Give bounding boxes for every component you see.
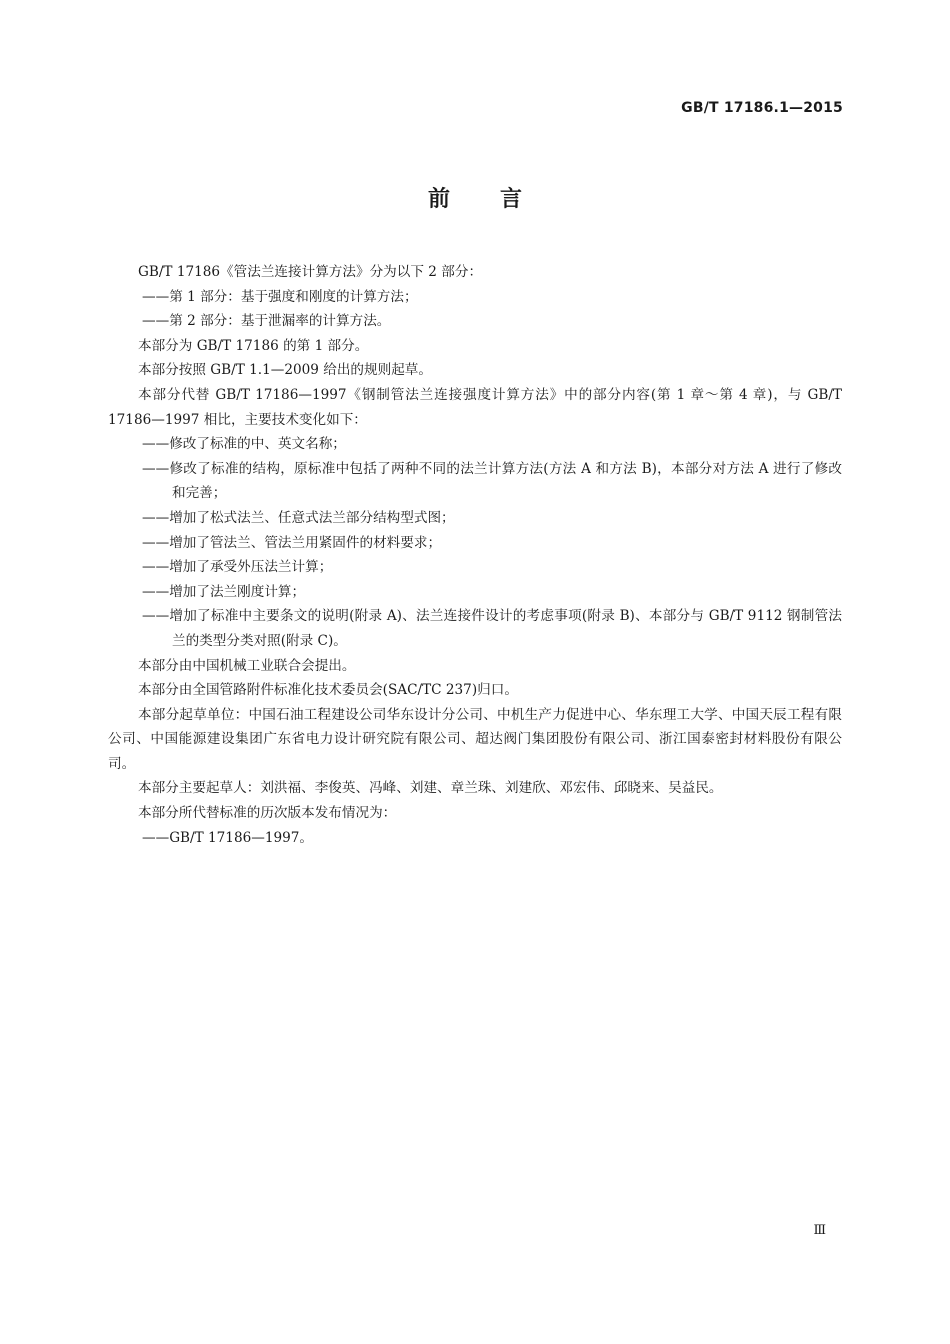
page-number: Ⅲ <box>813 1223 826 1238</box>
list-item: ——增加了标准中主要条文的说明(附录 A)、法兰连接件设计的考虑事项(附录 B)、本部分与 GB/T 9112 钢制管法兰的类型分类对照(附录 C)。 <box>142 608 842 649</box>
paragraph: 本部分所代替标准的历次版本发布情况为： <box>138 805 397 822</box>
paragraph: 本部分为 GB/T 17186 的第 1 部分。 <box>138 337 369 354</box>
list-item: ——增加了承受外压法兰计算； <box>142 559 333 576</box>
paragraph: 本部分主要起草人：刘洪福、李俊英、冯峰、刘建、章兰珠、刘建欣、邓宏伟、邱晓来、吴益民。 <box>138 780 723 797</box>
paragraph: 本部分代替 GB/T 17186—1997《钢制管法兰连接强度计算方法》中的部分内容(第 1 章～第 4 章)，与 GB/T 17186—1997 相比，主要技术变化如下： <box>108 386 842 428</box>
paragraph: GB/T 17186《管法兰连接计算方法》分为以下 2 部分： <box>138 264 483 280</box>
list-item: ——修改了标准的结构，原标准中包括了两种不同的法兰计算方法(方法 A 和方法 B)，本部分对方法 A 进行了修改和完善； <box>142 460 842 502</box>
paragraph: 本部分由中国机械工业联合会提出。 <box>138 657 356 674</box>
list-item: ——GB/T 17186—1997。 <box>142 829 314 846</box>
paragraph: 本部分起草单位：中国石油工程建设公司华东设计分公司、中机生产力促进中心、华东理工大学、中国天辰工程有限公司、中国能源建设集团广东省电力设计研究院有限公司、超达阀门集团股份有限公司、浙江国泰密封材料股份有限公司。 <box>108 706 842 772</box>
standard-code: GB/T 17186.1—2015 <box>681 100 843 116</box>
paragraph: 本部分按照 GB/T 1.1—2009 给出的规则起草。 <box>138 362 432 379</box>
list-item: ——增加了管法兰、管法兰用紧固件的材料要求； <box>142 534 442 551</box>
document-body <box>108 260 842 850</box>
list-item: ——第 1 部分：基于强度和刚度的计算方法； <box>142 288 418 305</box>
list-item: ——第 2 部分：基于泄漏率的计算方法。 <box>142 313 391 330</box>
paragraph: 本部分由全国管路附件标准化技术委员会(SAC/TC 237)归口。 <box>138 682 518 699</box>
list-item: ——增加了松式法兰、任意式法兰部分结构型式图； <box>142 509 455 526</box>
list-item: ——增加了法兰刚度计算； <box>142 583 306 600</box>
list-item: ——修改了标准的中、英文名称； <box>142 436 346 453</box>
page-title: 前言 <box>427 187 572 212</box>
